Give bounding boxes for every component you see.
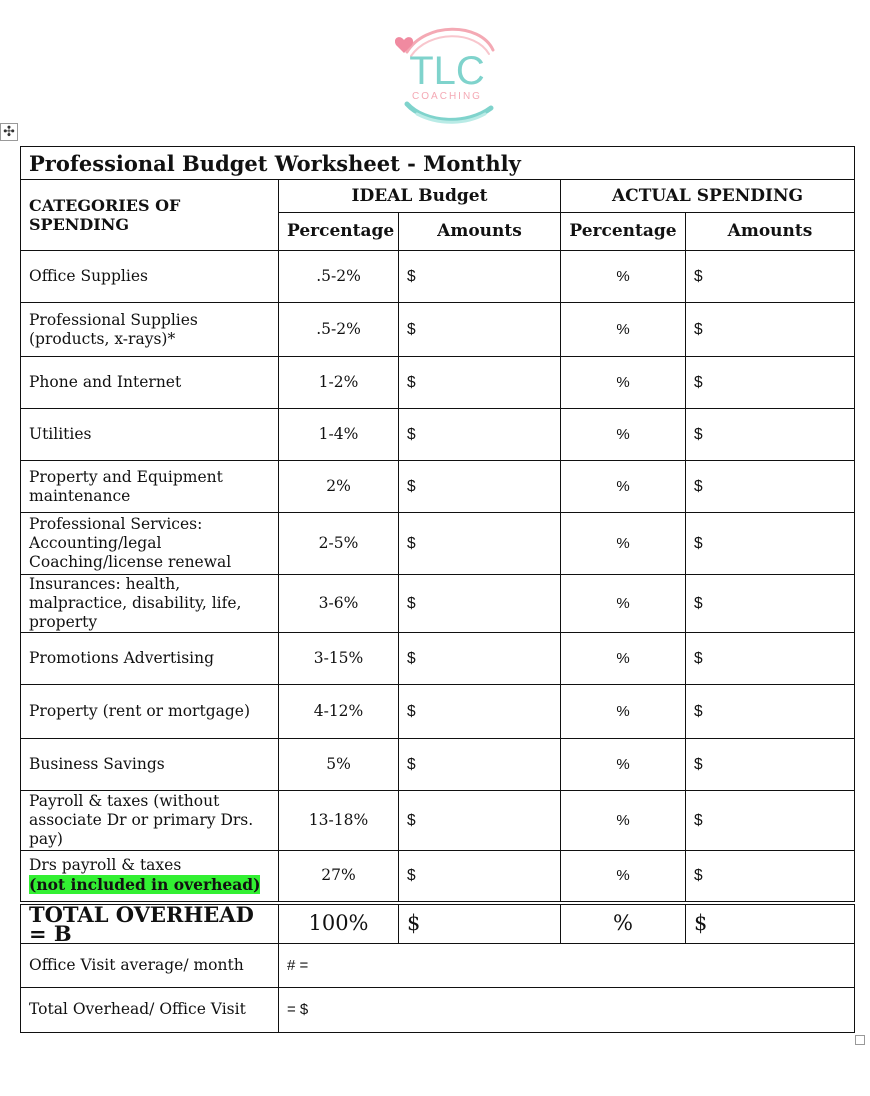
total-ideal-amount[interactable]: $ [399,903,561,944]
total-overhead-label: TOTAL OVERHEAD = B [21,903,279,944]
category-cell: Professional Services: Accounting/legal Coaching/license renewal [21,513,279,575]
category-cell: Professional Supplies (products, x-rays)* [21,303,279,357]
actual-percentage-cell[interactable]: % [561,409,686,461]
ideal-amount-cell[interactable]: $ [399,513,561,575]
ideal-amount-cell[interactable]: $ [399,409,561,461]
ideal-percentage-cell: 3-6% [279,575,399,633]
ideal-amount-cell[interactable]: $ [399,851,561,903]
categories-header: CATEGORIES OF SPENDING [21,180,279,251]
ideal-percentage-cell: 5% [279,739,399,791]
overhead-per-visit-row [21,987,855,1032]
total-actual-percentage[interactable]: % [561,903,686,944]
ideal-amount-cell[interactable]: $ [399,739,561,791]
category-cell: Property and Equipment maintenance [21,461,279,513]
ideal-percentage-cell: .5-2% [279,303,399,357]
actual-amount-cell[interactable]: $ [686,409,855,461]
ideal-percentage-cell: 1-4% [279,409,399,461]
category-cell: Promotions Advertising [21,633,279,685]
table-row [21,685,855,739]
total-actual-amount[interactable]: $ [686,903,855,944]
actual-amount-cell[interactable]: $ [686,357,855,409]
tlc-coaching-logo [395,22,500,127]
ideal-percentage-cell: 2-5% [279,513,399,575]
actual-amount-cell[interactable]: $ [686,461,855,513]
table-row [21,633,855,685]
ideal-amount-cell[interactable]: $ [399,633,561,685]
category-cell: Utilities [21,409,279,461]
category-cell: Insurances: health, malpractice, disability, life, property [21,575,279,633]
total-overhead-row [21,903,855,944]
ideal-amount-cell[interactable]: $ [399,303,561,357]
ideal-percentage-cell: 1-2% [279,357,399,409]
actual-percentage-header: Percentage [561,213,686,251]
ideal-percentage-cell: 4-12% [279,685,399,739]
ideal-amount-cell[interactable]: $ [399,461,561,513]
table-row [21,513,855,575]
category-cell: Phone and Internet [21,357,279,409]
actual-amount-cell[interactable]: $ [686,633,855,685]
ideal-percentage-cell: 27% [279,851,399,903]
ideal-amount-cell[interactable]: $ [399,685,561,739]
actual-percentage-cell[interactable]: % [561,251,686,303]
table-row [21,303,855,357]
actual-amount-cell[interactable]: $ [686,851,855,903]
worksheet-title: Professional Budget Worksheet - Monthly [21,147,855,180]
category-cell: Payroll & taxes (without associate Dr or primary Drs. pay) [21,791,279,851]
table-row [21,251,855,303]
actual-percentage-cell[interactable]: % [561,357,686,409]
ideal-amount-cell[interactable]: $ [399,357,561,409]
category-cell: Business Savings [21,739,279,791]
actual-amount-cell[interactable]: $ [686,575,855,633]
table-move-handle[interactable]: ✣ [0,123,18,141]
table-row [21,409,855,461]
actual-percentage-cell[interactable]: % [561,791,686,851]
ideal-percentage-cell: 13-18% [279,791,399,851]
table-row [21,791,855,851]
office-visit-value[interactable]: # = [279,943,855,987]
office-visit-row [21,943,855,987]
ideal-percentage-header: Percentage [279,213,399,251]
ideal-amount-cell[interactable]: $ [399,575,561,633]
overhead-per-visit-value[interactable]: = $ [279,987,855,1032]
actual-percentage-cell[interactable]: % [561,633,686,685]
office-visit-label: Office Visit average/ month [21,943,279,987]
logo-graphic [395,22,500,127]
table-resize-handle[interactable] [855,1035,865,1045]
ideal-percentage-cell: .5-2% [279,251,399,303]
actual-percentage-cell[interactable]: % [561,851,686,903]
ideal-percentage-cell: 3-15% [279,633,399,685]
overhead-per-visit-label: Total Overhead/ Office Visit [21,987,279,1032]
actual-amount-cell[interactable]: $ [686,513,855,575]
ideal-amounts-header: Amounts [399,213,561,251]
ideal-amount-cell[interactable]: $ [399,791,561,851]
actual-percentage-cell[interactable]: % [561,575,686,633]
svg-text:COACHING: COACHING [412,91,482,102]
actual-percentage-cell[interactable]: % [561,461,686,513]
total-ideal-percentage: 100% [279,903,399,944]
actual-percentage-cell[interactable]: % [561,303,686,357]
budget-worksheet-table [20,146,855,1033]
actual-percentage-cell[interactable]: % [561,513,686,575]
category-cell: Office Supplies [21,251,279,303]
actual-amount-cell[interactable]: $ [686,685,855,739]
actual-amount-cell[interactable]: $ [686,791,855,851]
actual-spending-header: ACTUAL SPENDING [561,180,855,213]
actual-amounts-header: Amounts [686,213,855,251]
table-row [21,739,855,791]
table-row [21,851,855,903]
svg-text:TLC: TLC [409,49,485,93]
table-row [21,575,855,633]
ideal-budget-header: IDEAL Budget [279,180,561,213]
actual-percentage-cell[interactable]: % [561,685,686,739]
ideal-amount-cell[interactable]: $ [399,251,561,303]
ideal-percentage-cell: 2% [279,461,399,513]
actual-amount-cell[interactable]: $ [686,303,855,357]
category-label: Drs payroll & taxes [29,856,182,875]
actual-amount-cell[interactable]: $ [686,251,855,303]
category-cell [21,851,279,903]
table-row [21,461,855,513]
actual-amount-cell[interactable]: $ [686,739,855,791]
overhead-exclusion-note: (not included in overhead) [29,875,261,895]
category-cell: Property (rent or mortgage) [21,685,279,739]
table-row [21,357,855,409]
actual-percentage-cell[interactable]: % [561,739,686,791]
